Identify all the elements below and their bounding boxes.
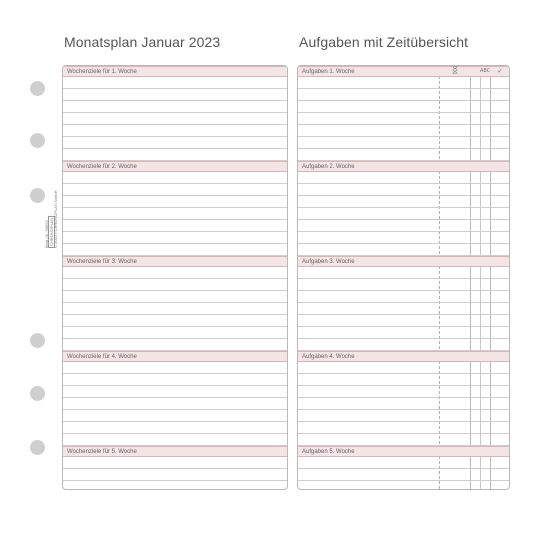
goals-write-line[interactable] xyxy=(63,279,287,291)
tasks-write-line[interactable] xyxy=(298,113,509,125)
goals-write-line[interactable] xyxy=(63,184,287,196)
goals-write-line[interactable] xyxy=(63,208,287,220)
tasks-write-line[interactable] xyxy=(298,303,509,315)
punch-hole xyxy=(30,386,45,401)
goals-write-line[interactable] xyxy=(63,327,287,339)
priority-abc-label: ABC xyxy=(480,68,491,74)
tasks-write-line[interactable] xyxy=(298,220,509,232)
punch-hole xyxy=(30,440,45,455)
tasks-write-line[interactable] xyxy=(298,434,509,446)
tasks-write-line[interactable] xyxy=(298,208,509,220)
goals-write-line[interactable] xyxy=(63,232,287,244)
checkmark-icon: ✓ xyxy=(497,67,503,75)
tasks-write-line[interactable] xyxy=(298,101,509,113)
goals-write-line[interactable] xyxy=(63,101,287,113)
tasks-week-label: Aufgaben 2. Woche xyxy=(302,164,355,170)
goals-write-line[interactable] xyxy=(63,125,287,137)
goals-write-line[interactable] xyxy=(63,386,287,398)
hourglass-icon xyxy=(450,66,460,77)
tasks-week-label: Aufgaben 4. Woche xyxy=(302,354,355,360)
goals-write-line[interactable] xyxy=(63,303,287,315)
goals-week-header xyxy=(63,161,287,172)
tasks-week-header xyxy=(298,256,509,267)
goals-week-label: Wochenziele für 2. Woche xyxy=(67,164,137,170)
goals-write-line[interactable] xyxy=(63,196,287,208)
goals-week-header xyxy=(63,446,287,457)
tasks-write-line[interactable] xyxy=(298,410,509,422)
goals-write-line[interactable] xyxy=(63,434,287,446)
goals-write-line[interactable] xyxy=(63,89,287,101)
goals-week-label: Wochenziele für 3. Woche xyxy=(67,259,137,265)
goals-write-line[interactable] xyxy=(63,137,287,149)
goals-write-line[interactable] xyxy=(63,149,287,161)
tasks-week-label: Aufgaben 3. Woche xyxy=(302,259,355,265)
punch-hole xyxy=(30,188,45,203)
tasks-write-line[interactable] xyxy=(298,457,509,469)
tasks-write-line[interactable] xyxy=(298,469,509,481)
tasks-write-line[interactable] xyxy=(298,244,509,256)
tasks-write-line[interactable] xyxy=(298,89,509,101)
goals-write-line[interactable] xyxy=(63,244,287,256)
tasks-write-line[interactable] xyxy=(298,386,509,398)
month-plan-title: Monatsplan Januar 2023 xyxy=(64,34,221,50)
tasks-write-line[interactable] xyxy=(298,339,509,351)
tasks-week-header xyxy=(298,66,509,77)
tasks-write-line[interactable] xyxy=(298,184,509,196)
tasks-write-line[interactable] xyxy=(298,149,509,161)
goals-write-line[interactable] xyxy=(63,220,287,232)
tasks-write-line[interactable] xyxy=(298,398,509,410)
tasks-write-line[interactable] xyxy=(298,291,509,303)
goals-write-line[interactable] xyxy=(63,291,287,303)
tasks-write-line[interactable] xyxy=(298,232,509,244)
goals-write-line[interactable] xyxy=(63,481,287,490)
punch-hole xyxy=(30,133,45,148)
goals-write-line[interactable] xyxy=(63,315,287,327)
goals-write-line[interactable] xyxy=(63,410,287,422)
tasks-week-label: Aufgaben 1. Woche xyxy=(302,69,355,75)
tasks-write-line[interactable] xyxy=(298,125,509,137)
goals-write-line[interactable] xyxy=(63,469,287,481)
goals-write-line[interactable] xyxy=(63,77,287,89)
tasks-week-label: Aufgaben 5. Woche xyxy=(302,449,355,455)
tasks-write-line[interactable] xyxy=(298,422,509,434)
goals-week-header xyxy=(63,351,287,362)
goals-write-line[interactable] xyxy=(63,113,287,125)
goals-week-label: Wochenziele für 5. Woche xyxy=(67,449,137,455)
tasks-write-line[interactable] xyxy=(298,315,509,327)
tasks-write-line[interactable] xyxy=(298,481,509,490)
order-number: Best.-Nr. 50652 xyxy=(44,220,49,248)
goals-write-line[interactable] xyxy=(63,422,287,434)
tasks-write-line[interactable] xyxy=(298,196,509,208)
goals-write-line[interactable] xyxy=(63,267,287,279)
spine-imprint xyxy=(44,190,58,248)
tasks-write-line[interactable] xyxy=(298,327,509,339)
tasks-write-line[interactable] xyxy=(298,362,509,374)
punch-hole xyxy=(30,81,45,96)
weekly-goals-panel xyxy=(62,65,288,490)
goals-week-label: Wochenziele für 1. Woche xyxy=(67,69,137,75)
goals-write-line[interactable] xyxy=(63,374,287,386)
goals-week-header xyxy=(63,256,287,267)
tasks-write-line[interactable] xyxy=(298,374,509,386)
tasks-week-header xyxy=(298,161,509,172)
tasks-panel xyxy=(297,65,510,490)
copyright-text: © 2022 • CHRONOPLAN GmbH xyxy=(53,190,58,248)
goals-write-line[interactable] xyxy=(63,172,287,184)
punch-hole xyxy=(30,333,45,348)
goals-week-header xyxy=(63,66,287,77)
tasks-week-header xyxy=(298,351,509,362)
brand-logo-text: CHRONOPLAN xyxy=(49,217,54,246)
tasks-write-line[interactable] xyxy=(298,172,509,184)
tasks-write-line[interactable] xyxy=(298,137,509,149)
goals-write-line[interactable] xyxy=(63,457,287,469)
tasks-write-line[interactable] xyxy=(298,279,509,291)
tasks-title: Aufgaben mit Zeitübersicht xyxy=(299,34,469,50)
tasks-write-line[interactable] xyxy=(298,267,509,279)
tasks-write-line[interactable] xyxy=(298,77,509,89)
goals-write-line[interactable] xyxy=(63,362,287,374)
goals-week-label: Wochenziele für 4. Woche xyxy=(67,354,137,360)
tasks-week-header xyxy=(298,446,509,457)
goals-write-line[interactable] xyxy=(63,398,287,410)
goals-write-line[interactable] xyxy=(63,339,287,351)
